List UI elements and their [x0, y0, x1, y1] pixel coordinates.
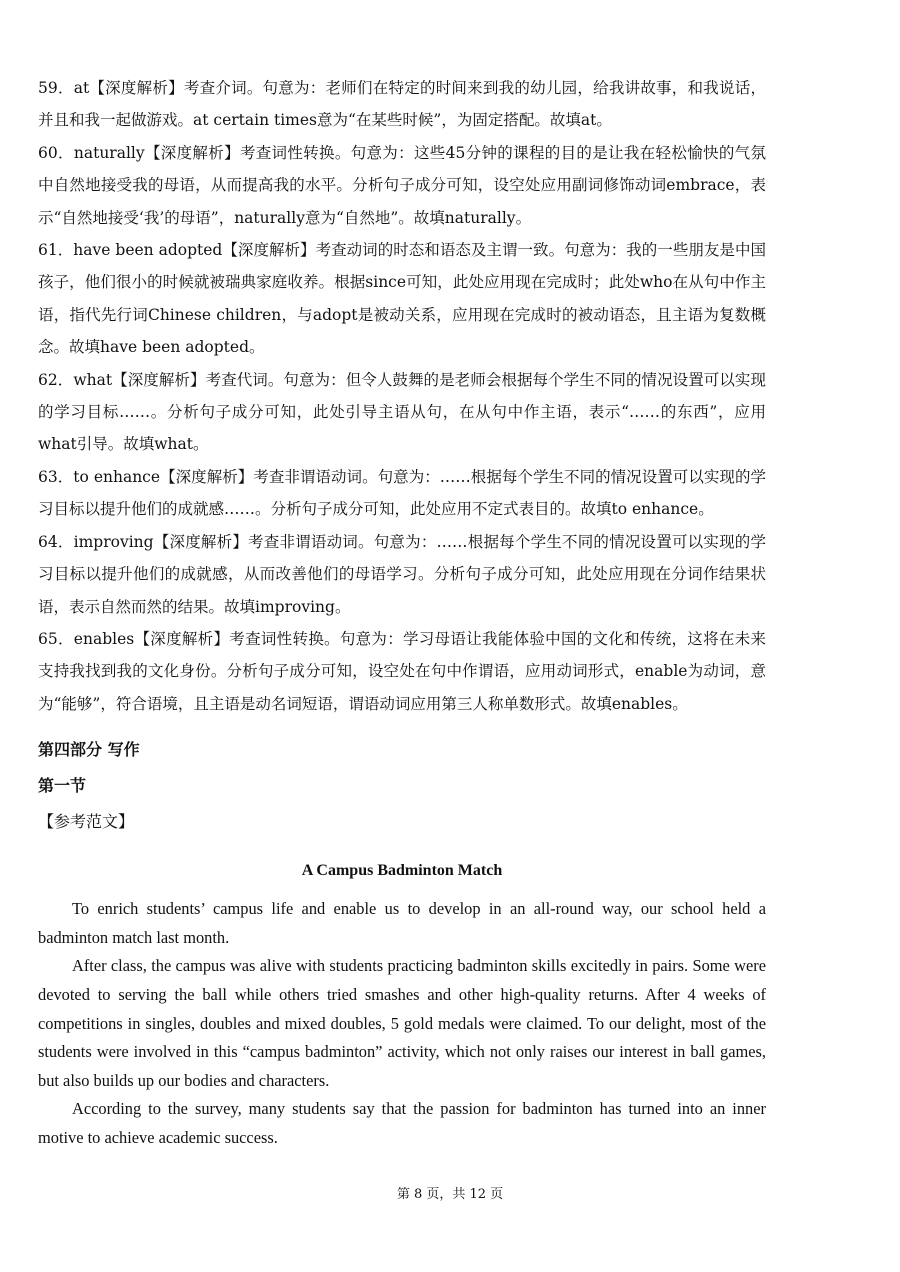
answer-59: 59．at【深度解析】考查介词。句意为：老师们在特定的时间来到我的幼儿园，给我讲故事，和我说话，并且和我一起做游戏。at certain times意为“在某些时候”，为固定搭配。故填at。 [38, 79, 766, 130]
answer-62: 62．what【深度解析】考查代词。句意为：但令人鼓舞的是老师会根据每个学生不同的情况设置可以实现的学习目标……。分析句子成分可知，此处引导主语从句，在从句中作主语，表示“……的东西”，应用what引导。故填what。 [38, 370, 766, 454]
answer-60: 60．naturally【深度解析】考查词性转换。句意为：这些45分钟的课程的目的是让我在轻松愉快的气氛中自然地接受我的母语，从而提高我的水平。分析句子成分可知，设空处应用副词修饰动词embrace，表示“自然地接受‘我’的母语”，naturally意为“自然地”。故填naturally。 [38, 143, 766, 227]
answer-65: 65．enables【深度解析】考查词性转换。句意为：学习母语让我能体验中国的文化和传统，这将在未来支持我找到我的文化身份。分析句子成分可知，设空处在句中作谓语，应用动词形式，enable为动词，意为“能够”，符合语境，且主语是动名词短语，谓语动词应用第三人称单数形式。故填enables。 [38, 629, 766, 713]
answer-63: 63．to enhance【深度解析】考查非谓语动词。句意为：……根据每个学生不同的情况设置可以实现的学习目标以提升他们的成就感……。分析句子成分可知，此处应用不定式表目的。故填to enhance。 [38, 467, 766, 519]
part-heading: 第四部分 写作 [38, 740, 140, 760]
subsection-heading: 第一节 [38, 776, 87, 796]
essay-title: A Campus Badminton Match [301, 862, 503, 880]
essay-body [38, 895, 766, 1152]
page-number: 第 8 页，共 12 页 [396, 1187, 504, 1202]
answer-61: 61．have been adopted【深度解析】考查动词的时态和语态及主谓一致。句意为：我的一些朋友是中国孩子，他们很小的时候就被瑞典家庭收养。根据since可知，此处应用现在完成时；此处who在从句中作主语，指代先行词Chinese children，与adopt是被动关系，应用现在完成时的被动语态，且主语为复数概念。故填have been adopted。 [38, 241, 766, 357]
document-page [38, 72, 766, 1152]
essay-paragraph-3: According to the survey, many students say that the passion for badminton has turned into an inner motive to achieve academic success. [38, 1099, 766, 1147]
reference-label: 【参考范文】 [38, 812, 135, 832]
essay-paragraph-2: After class, the campus was alive with students practicing badminton skills excitedly in pairs. Some were devoted to serving the ball while others tried smashes and other high-quality returns. After 4 weeks of competitions in singles, doubles and mixed doubles, 5 gold medals were claimed. To our delight, most of the students were involved in this “campus badminton” activity, which not only raises our interest in ball games, but also builds up our bodies and characters. [38, 956, 766, 1090]
answer-64: 64．improving【深度解析】考查非谓语动词。句意为：……根据每个学生不同的情况设置可以实现的学习目标以提升他们的成就感，从而改善他们的母语学习。分析句子成分可知，此处应用现在分词作结果状语，表示自然而然的结果。故填improving。 [38, 532, 766, 616]
essay-paragraph-1: To enrich students’ campus life and enable us to develop in an all-round way, our school held a badminton match last month. [38, 899, 766, 947]
